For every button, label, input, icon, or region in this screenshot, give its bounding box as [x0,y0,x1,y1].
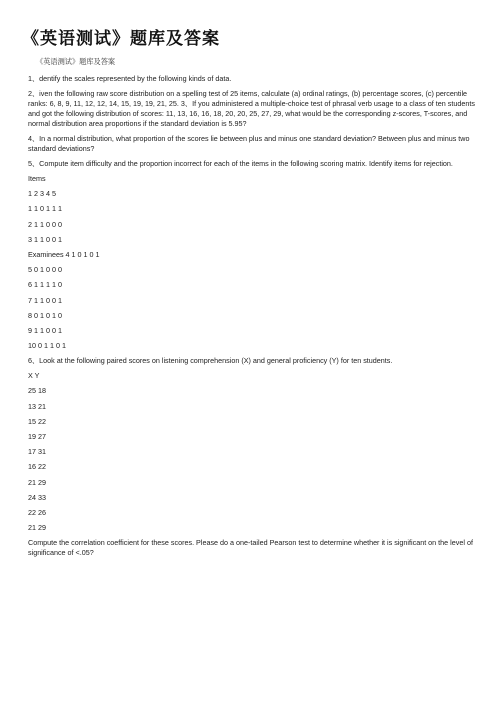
pair-line: 19 27 [28,432,46,441]
pair-line: 24 33 [28,492,46,502]
matrix-line: 6 1 1 1 1 0 [28,280,62,290]
matrix-line: Examinees 4 1 0 1 0 1 [28,249,100,259]
question-1: 1、dentify the scales represented by the following kinds of data. [28,74,232,83]
matrix-line: 7 1 1 0 0 1 [28,295,62,305]
question-4: 4、In a normal distribution, what proportion of the scores lie between plus and minus one standard deviation? Between plus and minus two standard deviations? [28,134,470,153]
pair-line: 16 22 [28,462,46,472]
matrix-line: 1 1 0 1 1 1 [28,204,62,214]
document-subtitle: 《英语测试》题库及答案 [36,57,116,66]
matrix-line: 3 1 1 0 0 1 [28,234,62,244]
matrix-line: Items [28,174,46,183]
pair-line: 17 31 [28,447,46,457]
pair-line: 21 29 [28,477,46,487]
pair-line: 21 29 [28,523,46,533]
matrix-line: 2 1 1 0 0 0 [28,219,62,229]
matrix-line: 9 1 1 0 0 1 [28,325,62,335]
document-title: 《英语测试》题库及答案 [22,29,220,48]
scoring-matrix [28,174,480,351]
pair-line: 25 18 [28,386,46,396]
question-6: 6、Look at the following paired scores on listening comprehension (X) and general proficiency (Y) for ten students. [28,356,393,366]
pair-line: 13 21 [28,401,46,411]
document-body [28,74,480,563]
pair-line: 15 22 [28,416,46,426]
pair-line: 22 26 [28,507,46,517]
paired-scores [28,371,480,533]
matrix-line: 10 0 1 1 0 1 [28,341,66,351]
matrix-line: 8 0 1 0 1 0 [28,310,62,320]
question-2-3: 2、iven the following raw score distribution on a spelling test of 25 items, calculate (a) ordinal ratings, (b) percentage scores, (c) percentile ranks: 6, 8, 9, 11, 12, 12, 14, 15, 19, 19, 21, 25. 3、If you administered a multiple-choice test of phrasal verb usage to a class of ten students and got the following distribution of scores: 11, 13, 16, 16, 18, 20, 20, 25, 27, 29, what would be the corresponding z-scores, T-scores, and normal distribution area proportions if the standard deviation is 5.95? [28,89,475,128]
matrix-line: 5 0 1 0 0 0 [28,265,62,275]
matrix-line: 1 2 3 4 5 [28,189,56,199]
question-6-instruction: Compute the correlation coefficient for these scores. Please do a one-tailed Pearson test to determine whether it is significant on the level of significance of <.05? [28,538,473,558]
pair-line: X Y [28,371,40,381]
question-5: 5、Compute item difficulty and the proportion incorrect for each of the items in the following scoring matrix. Identify items for rejection. [28,159,453,168]
